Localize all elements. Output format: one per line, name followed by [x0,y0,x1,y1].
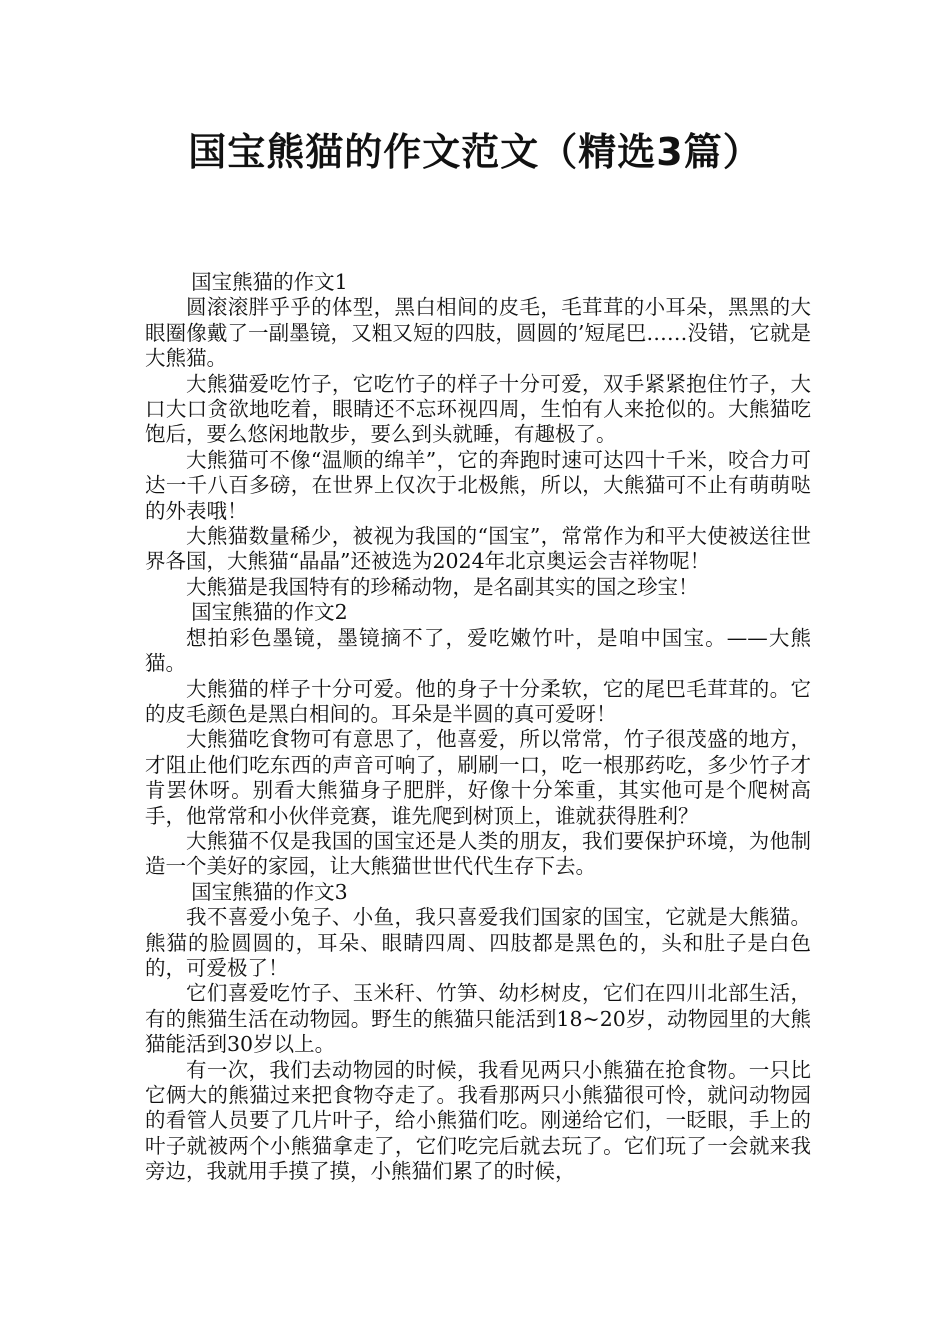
paragraph: 大熊猫吃食物可有意思了，他喜爱，所以常常，竹子很茂盛的地方，才阻止他们吃东西的声音可响了，刷刷一口，吃一根那药吃，多少竹子才肯罢休呀。别看大熊猫身子肥胖，好像十分笨重，其实他可是个爬树高手，他常常和小伙伴竞赛，谁先爬到树顶上，谁就获得胜利？ [145,727,811,828]
paragraph: 大熊猫数量稀少，被视为我国的“国宝”，常常作为和平大使被送往世界各国，大熊猫“晶晶”还被选为2024年北京奥运会吉祥物呢！ [145,524,811,574]
paragraph: 圆滚滚胖乎乎的体型，黑白相间的皮毛，毛茸茸的小耳朵，黑黑的大眼圈像戴了一副墨镜，又粗又短的四肢，圆圆的’短尾巴……没错，它就是大熊猫。 [145,295,811,371]
section-heading: 国宝熊猫的作文3 [191,879,348,904]
paragraph: 大熊猫是我国特有的珍稀动物，是名副其实的国之珍宝！ [186,574,699,599]
paragraph: 大熊猫爱吃竹子，它吃竹子的样子十分可爱，双手紧紧抱住竹子，大口大口贪欲地吃着，眼睛还不忘环视四周，生怕有人来抢似的。大熊猫吃饱后，要么悠闲地散步，要么到头就睡，有趣极了。 [145,371,811,447]
paragraph: 想拍彩色墨镜，墨镜摘不了，爱吃嫩竹叶，是咱中国宝。——大熊猫。 [145,625,811,676]
paragraph: 它们喜爱吃竹子、玉米秆、竹笋、幼杉树皮，它们在四川北部生活，有的熊猫生活在动物园。野生的熊猫只能活到18~20岁，动物园里的大熊猫能活到30岁以上。 [145,981,811,1057]
section-heading: 国宝熊猫的作文2 [191,600,348,625]
document-body [145,270,811,1185]
paragraph: 我不喜爱小兔子、小鱼，我只喜爱我们国家的国宝，它就是大熊猫。熊猫的脸圆圆的，耳朵、眼睛四周、四肢都是黑色的，头和肚子是白色的，可爱极了！ [145,905,811,980]
paragraph: 大熊猫不仅是我国的国宝还是人类的朋友，我们要保护环境，为他制造一个美好的家园，让大熊猫世世代代生存下去。 [145,828,811,879]
paragraph: 有一次，我们去动物园的时候，我看见两只小熊猫在抢食物。一只比它俩大的熊猫过来把食物夺走了。我看那两只小熊猫很可怜，就问动物园的看管人员要了几片叶子，给小熊猫们吃。刚递给它们，一眨眼，手上的叶子就被两个小熊猫拿走了，它们吃完后就去玩了。它们玩了一会就来我旁边，我就用手摸了摸，小熊猫们累了的时候， [145,1057,811,1184]
section-heading: 国宝熊猫的作文1 [191,270,348,294]
document-title: 国宝熊猫的作文范文（精选3篇） [188,130,762,174]
paragraph: 大熊猫的样子十分可爱。他的身子十分柔软，它的尾巴毛茸茸的。它的皮毛颜色是黑白相间的。耳朵是半圆的真可爱呀！ [145,676,811,726]
paragraph: 大熊猫可不像“温顺的绵羊”，它的奔跑时速可达四十千米，咬合力可达一千八百多磅，在世界上仅次于北极熊，所以，大熊猫可不止有萌萌哒的外表哦！ [145,447,811,523]
